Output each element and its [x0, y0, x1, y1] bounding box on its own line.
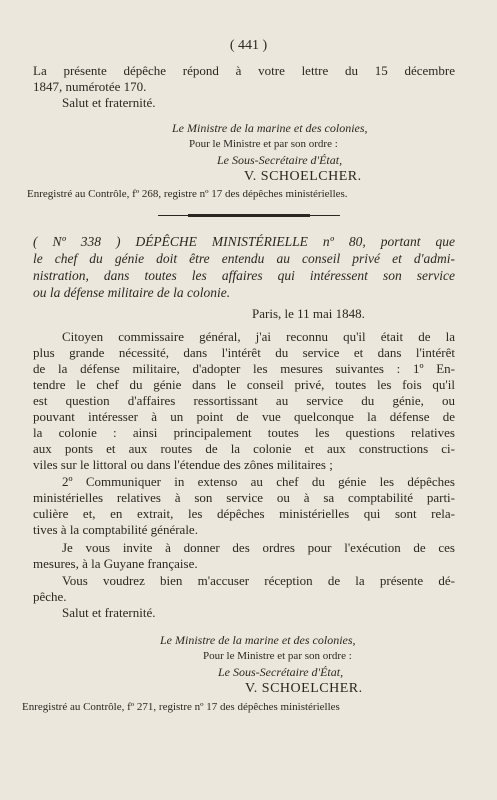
body-line: viles sur le littoral ou dans l'étendue des zônes militaires ; [33, 457, 333, 472]
body-line: aux ponts et aux routes de la colonie et aux constructions ci- [33, 441, 455, 456]
body-line: tendre le chef du génie dans le conseil privé, toutes les fois qu'il [33, 377, 455, 392]
paragraph-line: 1847, numérotée 170. [33, 79, 147, 94]
body-line: Vous voudrez bien m'accuser réception de la présente dé- [62, 573, 455, 588]
dispatch-heading-line: le chef du génie doit être entendu au conseil privé et d'admi- [33, 251, 455, 266]
signature-minister: Le Ministre de la marine et des colonies, [172, 121, 368, 135]
registration-note: Enregistré au Contrôle, fº 268, registre nº 17 des dépêches ministérielles. [27, 188, 348, 200]
dispatch-heading-line: ( Nº 338 ) DÉPÊCHE MINISTÉRIELLE nº 80, portant que [33, 234, 455, 249]
body-line: tives à la comptabilité générale. [33, 522, 198, 537]
dispatch-heading-line: nistration, dans toutes les affaires qui intéressent son service [33, 268, 455, 283]
body-line: pouvant intéresser à un point de vue quelconque la défense de [33, 409, 455, 424]
body-line: 2º Communiquer in extenso au chef du génie les dépêches [62, 474, 455, 489]
body-line: plus grande nécessité, dans l'intérêt du service et dans l'intérêt [33, 345, 455, 360]
registration-note: Enregistré au Contrôle, fº 271, registre nº 17 des dépêches ministérielles [22, 701, 340, 713]
signature-minister: Le Ministre de la marine et des colonies, [160, 633, 356, 647]
dispatch-heading-line: ou la défense militaire de la colonie. [33, 285, 231, 300]
paragraph-line: La présente dépêche répond à votre lettre du 15 décembre [33, 63, 455, 78]
body-line: est question d'affaires ressortissant au service du génie, ou [33, 393, 455, 408]
body-line: Je vous invite à donner des ordres pour l'exécution de ces [62, 540, 455, 555]
signature-order: Pour le Ministre et par son ordre : [203, 650, 352, 662]
signature-subsecretary: Le Sous-Secrétaire d'État, [218, 665, 344, 679]
signature-name: V. SCHOELCHER. [245, 681, 363, 696]
closing-line: Salut et fraternité. [62, 95, 156, 110]
closing-line: Salut et fraternité. [62, 605, 156, 620]
body-line: ministérielles relatives à son service ou à sa comptabilité parti- [33, 490, 455, 505]
body-line: culière et, en extrait, les dépêches ministérielles qui sont rela- [33, 506, 455, 521]
signature-order: Pour le Ministre et par son ordre : [189, 138, 338, 150]
section-divider [188, 214, 310, 217]
body-line: la colonie : ainsi principalement toutes les questions relatives [33, 425, 455, 440]
signature-name: V. SCHOELCHER. [244, 169, 362, 184]
signature-subsecretary: Le Sous-Secrétaire d'État, [217, 153, 343, 167]
body-line: de la défense militaire, d'adopter les mesures suivantes : 1º En- [33, 361, 455, 376]
page-number: ( 441 ) [229, 38, 268, 53]
dispatch-date: Paris, le 11 mai 1848. [252, 306, 365, 321]
body-line: mesures, à la Guyane française. [33, 556, 198, 571]
body-line: pêche. [33, 589, 67, 604]
body-line: Citoyen commissaire général, j'ai reconnu qu'il était de la [62, 329, 455, 344]
